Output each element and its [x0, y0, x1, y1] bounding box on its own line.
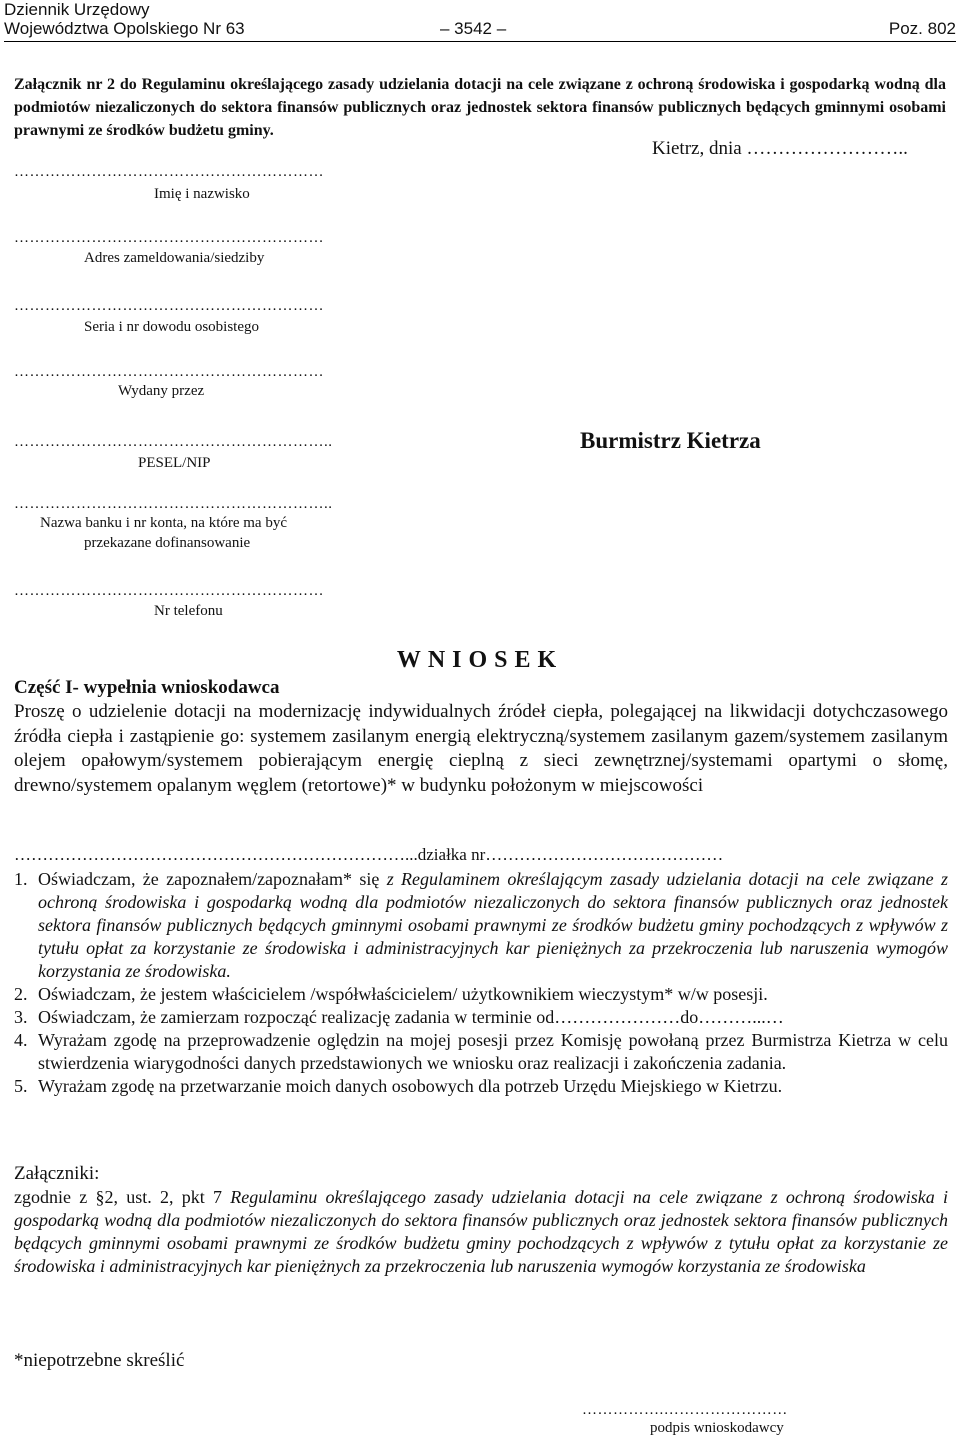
item-text: Oświadczam, że zamierzam rozpocząć realizację zadania w terminie od…………………do………...… [38, 1007, 784, 1027]
declaration-item [14, 868, 948, 983]
page-header [4, 19, 956, 42]
declaration-item [14, 1006, 948, 1029]
date-line: Kietrz, dnia …………………….. [652, 138, 908, 159]
journal-title: Dziennik Urzędowy [4, 0, 150, 19]
item-number: 4. [14, 1030, 28, 1050]
bank-field-line: …………………………………………………….. [14, 496, 333, 512]
id-field-line: …………………………………………………… [14, 298, 324, 314]
footnote: *niepotrzebne skreślić [14, 1350, 185, 1371]
page-number: – 3542 – [440, 19, 507, 38]
pesel-field-caption: PESEL/NIP [138, 455, 211, 471]
declarations-list [14, 868, 948, 1098]
name-field-caption: Imię i nazwisko [154, 186, 250, 202]
address-field-caption: Adres zameldowania/siedziby [84, 250, 265, 266]
item-text: Oświadczam, że jestem właścicielem /współwłaścicielem/ użytkownikiem wieczystym* w/w posesji. [38, 984, 768, 1004]
declaration-item [14, 983, 948, 1006]
phone-field-caption: Nr telefonu [154, 603, 223, 619]
item-text: Oświadczam, że zapoznałem/zapoznałam* się [38, 869, 380, 889]
attachment-title [14, 73, 946, 142]
position-number: Poz. 802 [888, 19, 956, 38]
item-number: 5. [14, 1076, 28, 1096]
item-number: 2. [14, 984, 28, 1004]
attachments-italic: Regulaminu określającego zasady udzielania dotacji na cele związane z ochroną środowiska i gospodarką wodną dla podmiotów niezaliczonych do sektora finansów publicznych oraz jednostek sektora finansów publicznych będących gminnymi osobami prawnymi ze środków budżetu gminy pochodzących z wpływów z tytułu opłat za korzystanie ze środowiska i administracyjnych kar pieniężnych za przekroczenia lub naruszenia wymogów korzystania ze środowiska [14, 1187, 949, 1276]
attachment-text: określającego zasady udzielania dotacji na cele związane z ochroną środowiska i gospodarką wodną dla podmiotów niezaliczonych do sektora finansów publicznych oraz jednostek sektora finansów publicznych będących gminnymi osobami prawnymi ze środków budżetu gminy. [14, 76, 947, 139]
signature-line: …………….…………………… [582, 1402, 788, 1418]
attachment-label: Załącznik nr 2 do Regulaminu [14, 76, 226, 93]
name-field-line: …………………………………………………… [14, 164, 324, 180]
item-number: 1. [14, 869, 28, 889]
item-number: 3. [14, 1007, 28, 1027]
issuer-field-caption: Wydany przez [118, 383, 205, 399]
attachments-text [14, 1186, 948, 1278]
document-title: WNIOSEK [396, 647, 564, 673]
location-plot-line: ……………………………………………………………...działka nr…………………………………… [14, 845, 724, 864]
pesel-field-line: …………………………………………………….. [14, 434, 333, 450]
id-field-caption: Seria i nr dowodu osobistego [84, 319, 259, 335]
part-heading: Część I- wypełnia wnioskodawca [14, 677, 280, 698]
issuer-field-line: …………………………………………………… [14, 364, 324, 380]
bank-field-caption-2: przekazane dofinansowanie [84, 535, 251, 551]
address-field-line: …………………………………………………… [14, 230, 324, 246]
addressee: Burmistrz Kietrza [580, 428, 761, 453]
signature-caption: podpis wnioskodawcy [650, 1420, 784, 1436]
item-text: Wyrażam zgodę na przetwarzanie moich danych osobowych dla potrzeb Urzędu Miejskiego w Kietrzu. [38, 1076, 783, 1096]
attachments-lead: zgodnie z §2, ust. 2, pkt 7 [14, 1187, 223, 1207]
item-italic-text: z Regulaminem określającym zasady udzielania dotacji na cele związane z ochroną środowiska i gospodarką wodną dla podmiotów niezaliczonych do sektora finansów publicznych oraz jednostek sektora finansów publicznych będących gminnymi osobami prawnymi ze środków budżetu gminy pochodzących z wpływów z tytułu opłat za korzystanie ze środowiska i administracyjnych kar pieniężnych za przekroczenia lub naruszenia wymogów korzystania ze środowiska. [38, 869, 948, 981]
request-paragraph: Proszę o udzielenie dotacji na modernizację indywidualnych źródeł ciepła, polegającej na likwidacji dotychczasowego źródła ciepła i zastąpienie go: systemem zasilanym energią elektryczną/systemem zasilanym gazem/systemem zasilanym olejem opałowym/systemem pobierającym energię cieplną z sieci zewnętrznej/systemami opartymi o słomę, drewno/systemem opalanym węglem (retortowe)* w budynku położonym w miejscowości [14, 701, 948, 796]
publication-name: Województwa Opolskiego Nr 63 [4, 19, 245, 38]
declaration-item [14, 1075, 948, 1098]
item-text: Wyrażam zgodę na przeprowadzenie oględzin na mojej posesji przez Komisję powołaną przez Burmistrza Kietrza w celu stwierdzenia wiarygodności danych przedstawionych we wniosku oraz realizacji i zakończenia zadania. [38, 1030, 948, 1073]
bank-field-caption: Nazwa banku i nr konta, na które ma być [40, 515, 287, 531]
attachments-heading: Załączniki: [14, 1163, 100, 1184]
phone-field-line: …………………………………………………… [14, 583, 324, 599]
declaration-item [14, 1029, 948, 1075]
